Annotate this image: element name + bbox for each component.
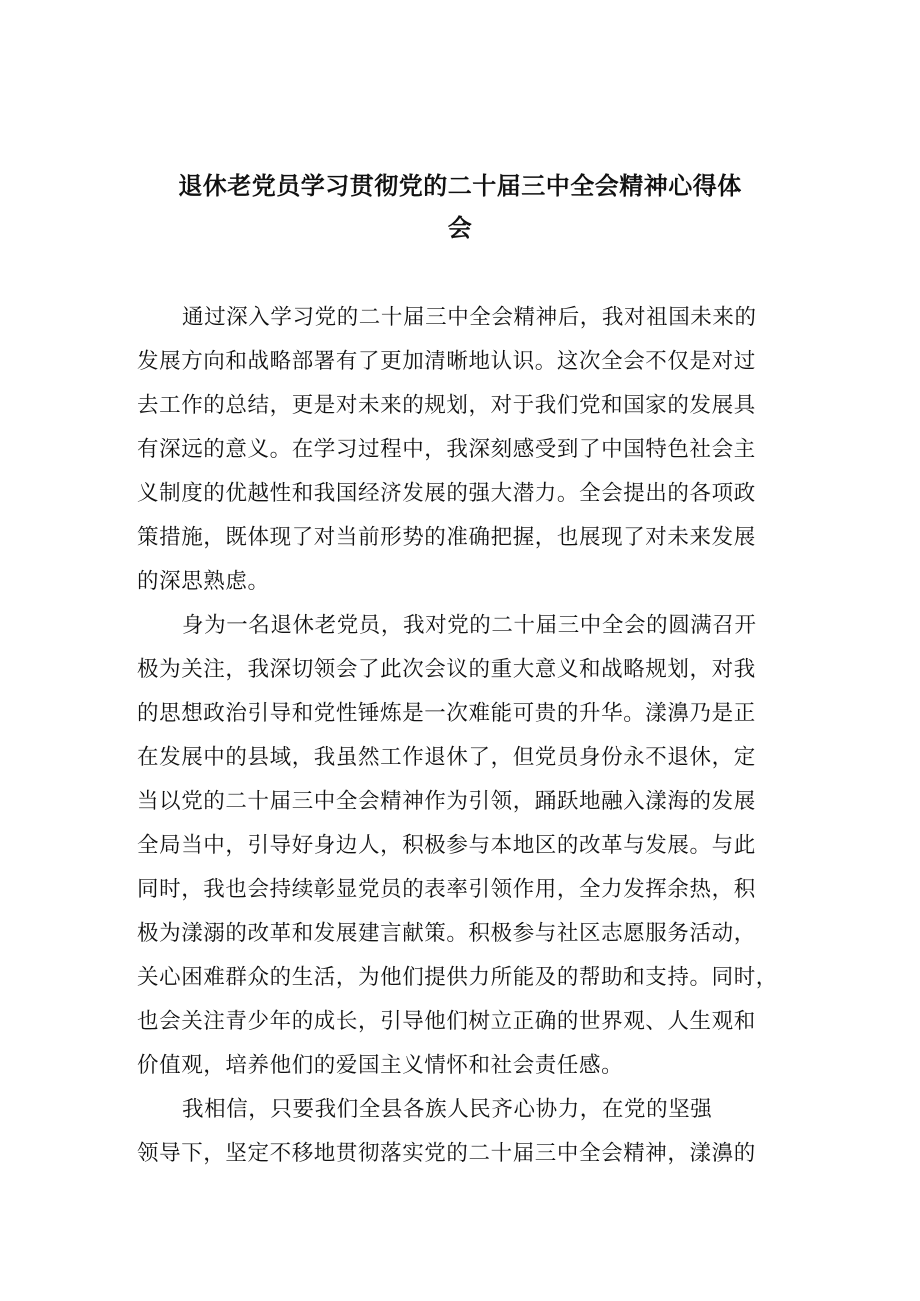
text-line-7: 的深思熟虑。 <box>137 569 270 594</box>
text-line-6: 策措施，既体现了对当前形势的准确把握，也展现了对未来发展 <box>137 525 756 550</box>
text-line-15: 极为漾溺的改革和发展建言献策。积极参与社区志愿服务活动， <box>137 921 756 946</box>
text-line-4: 有深远的意义。在学习过程中，我深刻感受到了中国特色社会主 <box>137 437 756 462</box>
text-line-13: 全局当中，引导好身边人，积极参与本地区的改革与发展。与此 <box>137 833 756 858</box>
text-line-19: 我相信，只要我们全县各族人民齐心协力，在党的坚强 <box>182 1097 713 1122</box>
text-line-3: 去工作的总结，更是对未来的规划，对于我们党和国家的发展具 <box>137 393 756 418</box>
text-line-2: 发展方向和战略部署有了更加清晰地认识。这次全会不仅是对过 <box>137 349 756 374</box>
document-title-line-1: 退休老党员学习贯彻党的二十届三中全会精神心得体 <box>178 172 742 200</box>
text-line-16: 关心困难群众的生活，为他们提供力所能及的帮助和支持。同时， <box>137 965 778 990</box>
text-line-17: 也会关注青少年的成长，引导他们树立正确的世界观、人生观和 <box>137 1009 756 1034</box>
text-line-20: 领导下，坚定不移地贯彻落实党的二十届三中全会精神，漾濞的 <box>137 1141 756 1166</box>
text-line-8: 身为一名退休老党员，我对党的二十届三中全会的圆满召开 <box>182 613 757 638</box>
text-line-5: 义制度的优越性和我国经济发展的强大潜力。全会提出的各项政 <box>137 481 756 506</box>
text-line-12: 当以党的二十届三中全会精神作为引领，踊跃地融入漾海的发展 <box>137 789 756 814</box>
text-line-1: 通过深入学习党的二十届三中全会精神后，我对祖国未来的 <box>182 305 757 330</box>
text-line-18: 价值观，培养他们的爱国主义情怀和社会责任感。 <box>137 1053 624 1078</box>
text-line-10: 的思想政治引导和党性锤炼是一次难能可贵的升华。漾濞乃是正 <box>137 701 756 726</box>
document-title-line-2: 会 <box>447 214 473 242</box>
document-body <box>137 296 787 1176</box>
text-line-9: 极为关注，我深切领会了此次会议的重大意义和战略规划，对我 <box>137 657 756 682</box>
text-line-11: 在发展中的县域，我虽然工作退休了，但党员身份永不退休，定 <box>137 745 756 770</box>
text-line-14: 同时，我也会持续彰显党员的表率引领作用，全力发挥余热，积 <box>137 877 756 902</box>
